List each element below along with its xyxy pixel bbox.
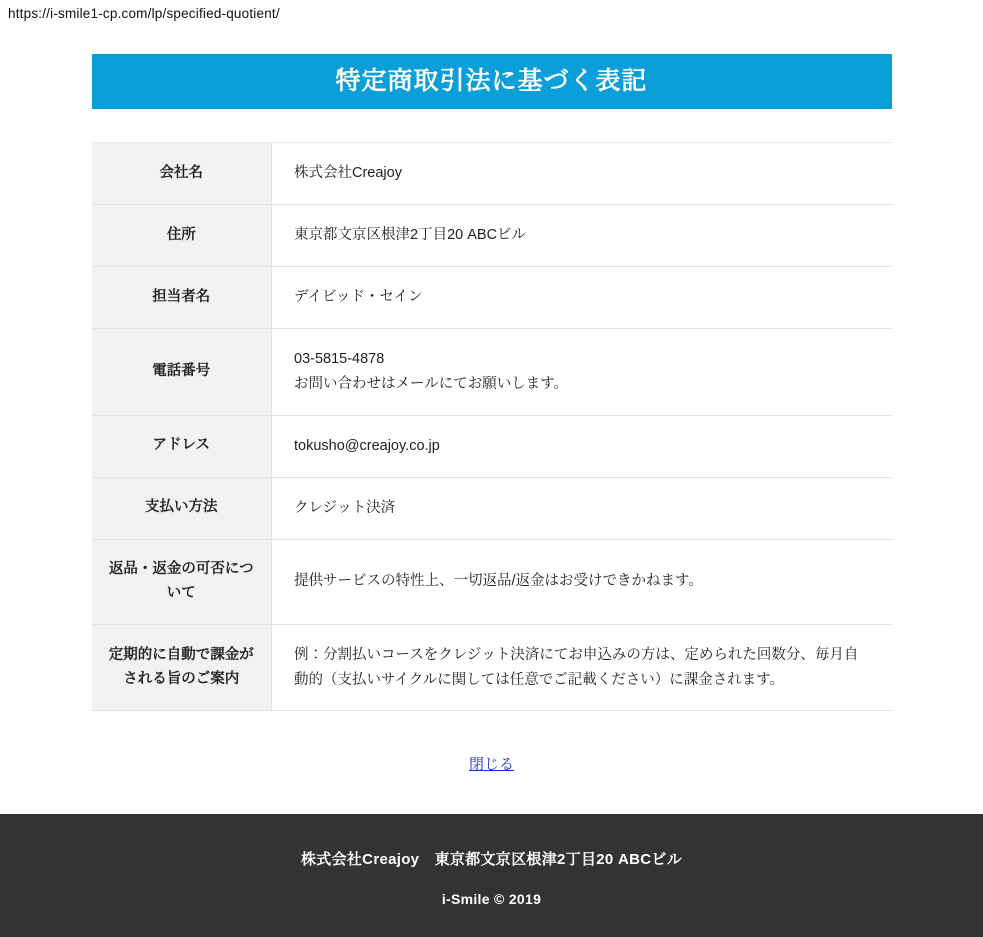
row-label-email: アドレス — [92, 415, 272, 477]
table-row — [92, 143, 892, 205]
row-label-company-name: 会社名 — [92, 143, 272, 205]
page-title: 特定商取引法に基づく表記 — [92, 54, 892, 109]
row-value-phone — [272, 329, 892, 416]
row-value-email — [272, 415, 892, 477]
value-line: 株式会社Creajoy — [294, 165, 402, 182]
close-link-container — [92, 753, 892, 814]
table-row — [92, 205, 892, 267]
row-label-contact-person: 担当者名 — [92, 267, 272, 329]
row-value-payment-method — [272, 477, 892, 539]
table-row — [92, 624, 892, 711]
value-line: 東京都文京区根津2丁目20 ABCビル — [294, 227, 527, 244]
browser-url-text: https://i-smile1-cp.com/lp/specified-quotient/ — [8, 6, 280, 21]
value-line: 03-5815-4878 — [294, 351, 385, 367]
table-row — [92, 329, 892, 416]
row-value-returns-policy — [272, 539, 892, 624]
close-link[interactable]: 閉じる — [468, 756, 514, 774]
row-value-address — [272, 205, 892, 267]
table-row — [92, 267, 892, 329]
legal-info-table — [92, 142, 892, 711]
row-label-payment-method: 支払い方法 — [92, 477, 272, 539]
page-content — [92, 54, 892, 814]
row-label-phone: 電話番号 — [92, 329, 272, 416]
value-line: クレジット決済 — [294, 499, 396, 516]
row-label-returns-policy: 返品・返金の可否について — [92, 539, 272, 624]
site-footer — [0, 814, 983, 937]
value-line: デイビッド・セイン — [294, 289, 423, 306]
row-value-company-name — [272, 143, 892, 205]
value-line: tokusho@creajoy.co.jp — [294, 437, 440, 454]
row-label-address: 住所 — [92, 205, 272, 267]
footer-company-line: 株式会社Creajoy 東京都文京区根津2丁目20 ABCビル — [300, 851, 683, 869]
footer-copyright: i-Smile © 2019 — [441, 891, 542, 908]
row-label-recurring-billing: 定期的に自動で課金がされる旨のご案内 — [92, 624, 272, 711]
value-line: お問い合わせはメールにてお願いします。 — [294, 375, 569, 392]
row-value-contact-person — [272, 267, 892, 329]
table-row — [92, 477, 892, 539]
table-row — [92, 415, 892, 477]
row-value-recurring-billing — [272, 624, 892, 711]
table-row — [92, 539, 892, 624]
value-line: 例：分割払いコースをクレジット決済にてお申込みの方は、定められた回数分、毎月自動的（支払いサイクルに関しては任意でご記載ください）に課金されます。 — [294, 646, 859, 688]
value-line: 提供サービスの特性上、一切返品/返金はお受けできかねます。 — [294, 573, 703, 590]
